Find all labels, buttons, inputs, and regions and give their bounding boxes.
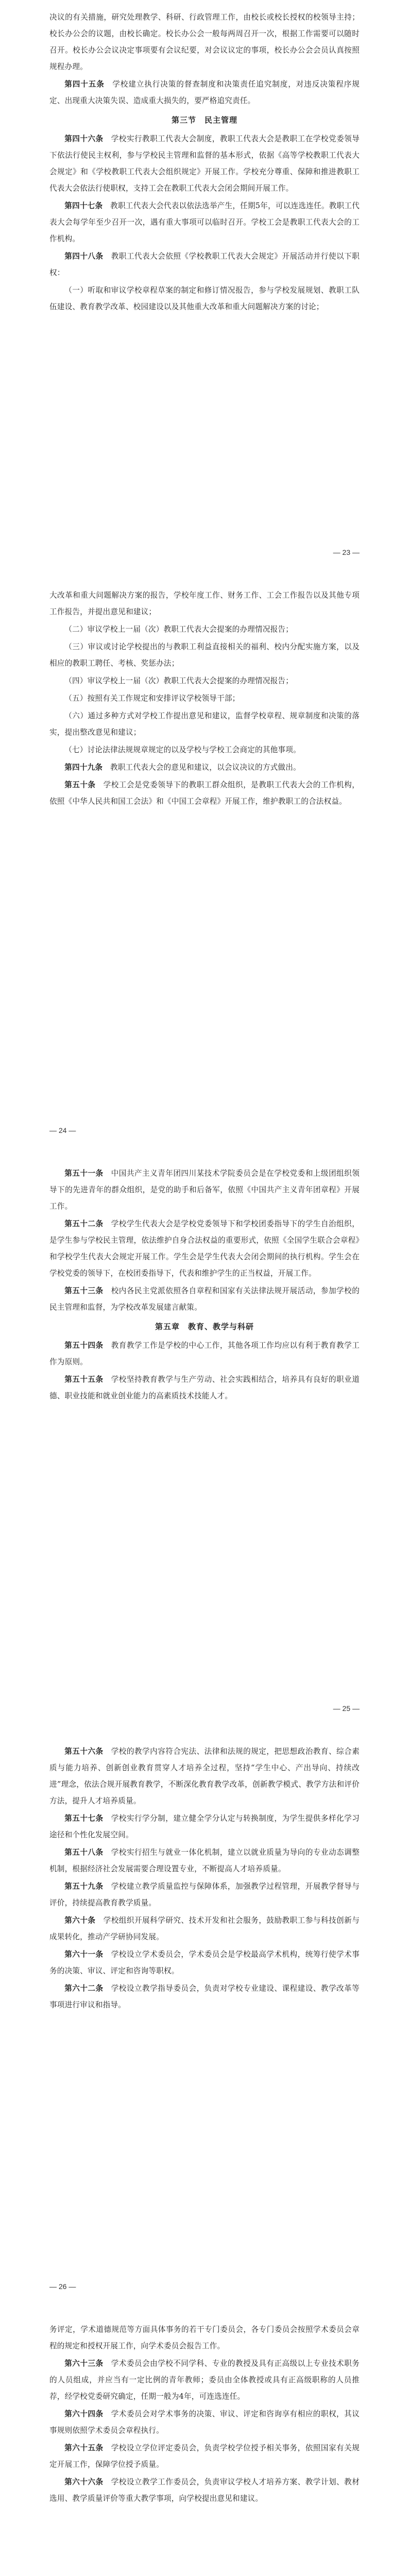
paragraph [49, 1743, 360, 1809]
section-heading: 第三节 民主管理 [171, 115, 237, 125]
page-number: — 23 — [333, 548, 360, 556]
paragraph-text: 学校工会是党委领导下的教职工群众组织，是教职工代表大会的工作机构，依照《中华人民共和国工会法》和《中国工会章程》开展工作，维护教职工的合法权益。 [49, 781, 360, 806]
paragraph-text: 学校组织开展科学研究、技术开发和社会服务，鼓励教职工参与科技创新与成果转化，推动产学研协同发展。 [49, 1916, 360, 1941]
article-number: 第五十七条 [64, 1814, 104, 1823]
paragraph-text: 学校学生代表大会是学校党委领导下和学校团委指导下的学生自治组织，是学生参与学校民主管理，依法维护自身合法权益的重要形式，依照《全国学生联合会章程》和学校学生代表大会规定开展工作。学生会是学生代表大会闭会期间的执行机构。学生会在学校党委的领导下，在校团委指导下，代表和维护学生的正当权益，开展工作。 [49, 1219, 360, 1278]
article-number: 第四十六条 [64, 134, 104, 143]
paragraph [49, 708, 360, 741]
page-number: — 24 — [49, 1126, 76, 1134]
article-number: 第五十一条 [64, 1169, 104, 1178]
article-number: 第六十六条 [64, 2478, 104, 2486]
paragraph [49, 2474, 360, 2507]
article-number: 第五十六条 [64, 1747, 104, 1756]
document-page [0, 0, 409, 578]
paragraph-text: （四）审议学校上一届（次）教职工代表大会提案的办理情况报告； [64, 676, 294, 685]
paragraph-text: 教职工代表大会的意见和建议，以会议决议的方式做出。 [110, 763, 301, 772]
paragraph [49, 777, 360, 810]
paragraph-text: 教职工代表大会依照《学校教职工代表大会规定》开展活动并行使以下职权： [49, 252, 360, 277]
paragraph-text: 校内各民主党派依照各自章程和国家有关法律法规开展活动，参加学校的民主管理和监督，为学校改革发展建言献策。 [49, 1286, 360, 1312]
paragraph-text: 学校建立执行决策的督查制度和决策责任追究制度，对违反决策程序规定、出现重大决策失误、造成重大损失的，要严格追究责任。 [49, 80, 360, 105]
article-number: 第四十九条 [64, 763, 103, 772]
article-number: 第四十八条 [64, 252, 104, 261]
article-number: 第五十九条 [64, 1882, 104, 1891]
paragraph-text: 学校设立教学指导委员会，负责对学校专业建设、课程建设、教学改革等事项进行审议和指导。 [49, 1984, 360, 2009]
article-number: 第五十三条 [64, 1286, 104, 1295]
article-number: 第五十条 [64, 781, 96, 789]
paragraph [49, 1337, 360, 1370]
article-number: 第六十五条 [64, 2444, 104, 2452]
paragraph [49, 1844, 360, 1877]
article-number: 第六十二条 [64, 1984, 104, 1993]
paragraph-text: 教育教学工作是学校的中心工作，其他各项工作均应以有利于教育教学工作为原则。 [49, 1341, 360, 1366]
paragraph-text: 决议的有关措施，研究处理教学、科研、行政管理工作，由校长或校长授权的校领导主持；校长办公会的议题，由校长确定。校长办公会一般每两周召开一次，根据工作需要可以随时召开。校长办公会议决定事项要有会议纪要，对会议议定的事项，校长办公会会员认真按照规程办理。 [49, 13, 360, 71]
paragraph [49, 621, 360, 638]
paragraph [49, 1283, 360, 1316]
paragraph [49, 198, 360, 247]
paragraph [49, 1371, 360, 1404]
paragraph-text: 学校设立学位评定委员会，负责学校学位授予相关事务，依照国家有关规定开展工作，保障学位授予质量。 [49, 2444, 360, 2469]
paragraph-text: 中国共产主义青年团四川某技术学院委员会是在学校党委和上级团组织领导下的先进青年的群众组织，是党的助手和后备军，依照《中国共产主义青年团章程》开展工作。 [49, 1169, 360, 1211]
paragraph [49, 2406, 360, 2439]
paragraph-text: 务评定，学术道德规范等方面具体事务的若干专门委员会，各专门委员会按照学术委员会章程的规定和授权开展工作，向学术委员会报告工作。 [49, 2325, 360, 2350]
article-number: 第五十四条 [64, 1341, 104, 1350]
paragraph [49, 1165, 360, 1215]
article-number: 第五十五条 [64, 1375, 104, 1384]
paragraph-text: 学校实行教职工代表大会制度，教职工代表大会是教职工在学校党委领导下依法行使民主权利，参与学校民主管理和监督的基本形式，依据《高等学校教职工代表大会规定》和《学校教职工代表大会组织规定》开展工作。学校充分尊重、保障和推进教职工代表大会依法行使职权，支持工会在教职工代表大会闭会期间开展工作。 [49, 134, 360, 193]
paragraph-text: 学校的教学内容符合宪法、法律和法规的规定，把思想政治教育、综合素质与能力培养、创新创业教育贯穿人才培养全过程，坚持“学生中心、产出导向、持续改进”理念，依法合规开展教育教学，不断深化教育教学改革，创新教学模式、教学方法和评价方法，提升人才培养质量。 [49, 1747, 360, 1805]
page-number: — 25 — [333, 1704, 360, 1713]
paragraph-text: 教职工代表大会代表以依法选举产生，任期5年，可以连选连任。教职工代表大会每学年至少召开一次，遇有重大事项可以临时召开。学校工会是教职工代表大会的工作机构。 [49, 201, 360, 243]
paragraph [49, 759, 360, 776]
paragraph [49, 673, 360, 689]
page-number: — 26 — [49, 2282, 76, 2291]
paragraph [49, 690, 360, 707]
document-page [0, 578, 409, 1156]
article-number: 第六十四条 [64, 2410, 104, 2418]
paragraph-text: 学校坚持教育教学与生产劳动、社会实践相结合，培养具有良好的职业道德、职业技能和就业创业能力的高素质技术技能人才。 [49, 1375, 360, 1400]
paragraph [49, 587, 360, 620]
paragraph [49, 2440, 360, 2473]
section-heading: 第五章 教育、教学与科研 [155, 1322, 254, 1331]
article-number: 第六十一条 [64, 1950, 104, 1959]
article-number: 第四十五条 [64, 80, 105, 89]
paragraph [49, 1810, 360, 1843]
paragraph-text: 学校设立学术委员会，学术委员会是学校最高学术机构，统筹行使学术事务的决策、审议、评定和咨询等职权。 [49, 1950, 360, 1975]
paragraph-text: （二）审议学校上一届（次）教职工代表大会提案的办理情况报告； [64, 625, 294, 634]
paragraph-text: （五）按照有关工作规定和安排评议学校领导干部； [64, 694, 240, 703]
paragraph [49, 1912, 360, 1945]
paragraph [49, 639, 360, 672]
paragraph-text: 学校建立教学质量监控与保障体系，加强教学过程管理，开展教学督导与评价，持续提高教育教学质量。 [49, 1882, 360, 1907]
paragraph [49, 2355, 360, 2405]
paragraph [49, 1216, 360, 1282]
paragraph [49, 1878, 360, 1911]
paragraph-text: 大改革和重大问题解决方案的报告，学校年度工作、财务工作、工会工作报告以及其他专项工作报告，并提出意见和建议； [49, 591, 360, 616]
document-page [0, 1734, 409, 2312]
paragraph-text: （七）讨论法律法规规章规定的以及学校与学校工会商定的其他事项。 [64, 745, 301, 754]
paragraph-text: （六）通过多种方式对学校工作提出意见和建议，监督学校章程、规章制度和决策的落实，提出整改意见和建议； [49, 711, 360, 737]
paragraph [49, 1946, 360, 1979]
paragraph [49, 9, 360, 75]
paragraph [49, 2321, 360, 2354]
paragraph [49, 282, 360, 315]
document-page [0, 2312, 409, 2576]
document-page [0, 1156, 409, 1734]
paragraph [49, 76, 360, 109]
paragraph [49, 742, 360, 758]
article-number: 第五十八条 [64, 1848, 104, 1857]
paragraph [49, 131, 360, 197]
article-number: 第五十二条 [64, 1219, 104, 1228]
paragraph-text: 学校设立教学工作委员会，负责审议学校人才培养方案、教学计划、教材选用、教学质量评价等重大教学事项，向学校提出意见和建议。 [49, 2478, 360, 2503]
paragraph-text: 学术委员会由学校不同学科、专业的教授及具有正高级以上专业技术职务的人员组成，并应当有一定比例的青年教师；委员由全体教授或具有正高级职称的人员推荐，经学校党委研究确定，任期一般为4年，可连选连任。 [49, 2359, 360, 2401]
paragraph [49, 1980, 360, 2013]
paragraph-text: 学术委员会对学术事务的决策、审议、评定和咨询享有相应的职权，其议事规则依照学术委员会章程执行。 [49, 2410, 360, 2435]
article-number: 第四十七条 [64, 201, 103, 210]
paragraph-text: （三）审议或讨论学校提出的与教职工利益直接相关的福利、校内分配实施方案，以及相应的教职工聘任、考核、奖惩办法； [49, 642, 360, 668]
paragraph-text: 学校实行学分制，建立健全学分认定与转换制度，为学生提供多样化学习途径和个性化发展空间。 [49, 1814, 360, 1839]
article-number: 第六十三条 [64, 2359, 104, 2368]
paragraph-text: 学校实行招生与就业一体化机制，建立以就业质量为导向的专业动态调整机制，根据经济社会发展需要合理设置专业，不断提高人才培养质量。 [49, 1848, 360, 1873]
paragraph [49, 248, 360, 281]
article-number: 第六十条 [64, 1916, 96, 1925]
paragraph-text: （一）听取和审议学校章程草案的制定和修订情况报告，参与学校发展规划、教职工队伍建设、教育教学改革、校园建设以及其他重大改革和重大问题解决方案的讨论； [49, 286, 360, 311]
